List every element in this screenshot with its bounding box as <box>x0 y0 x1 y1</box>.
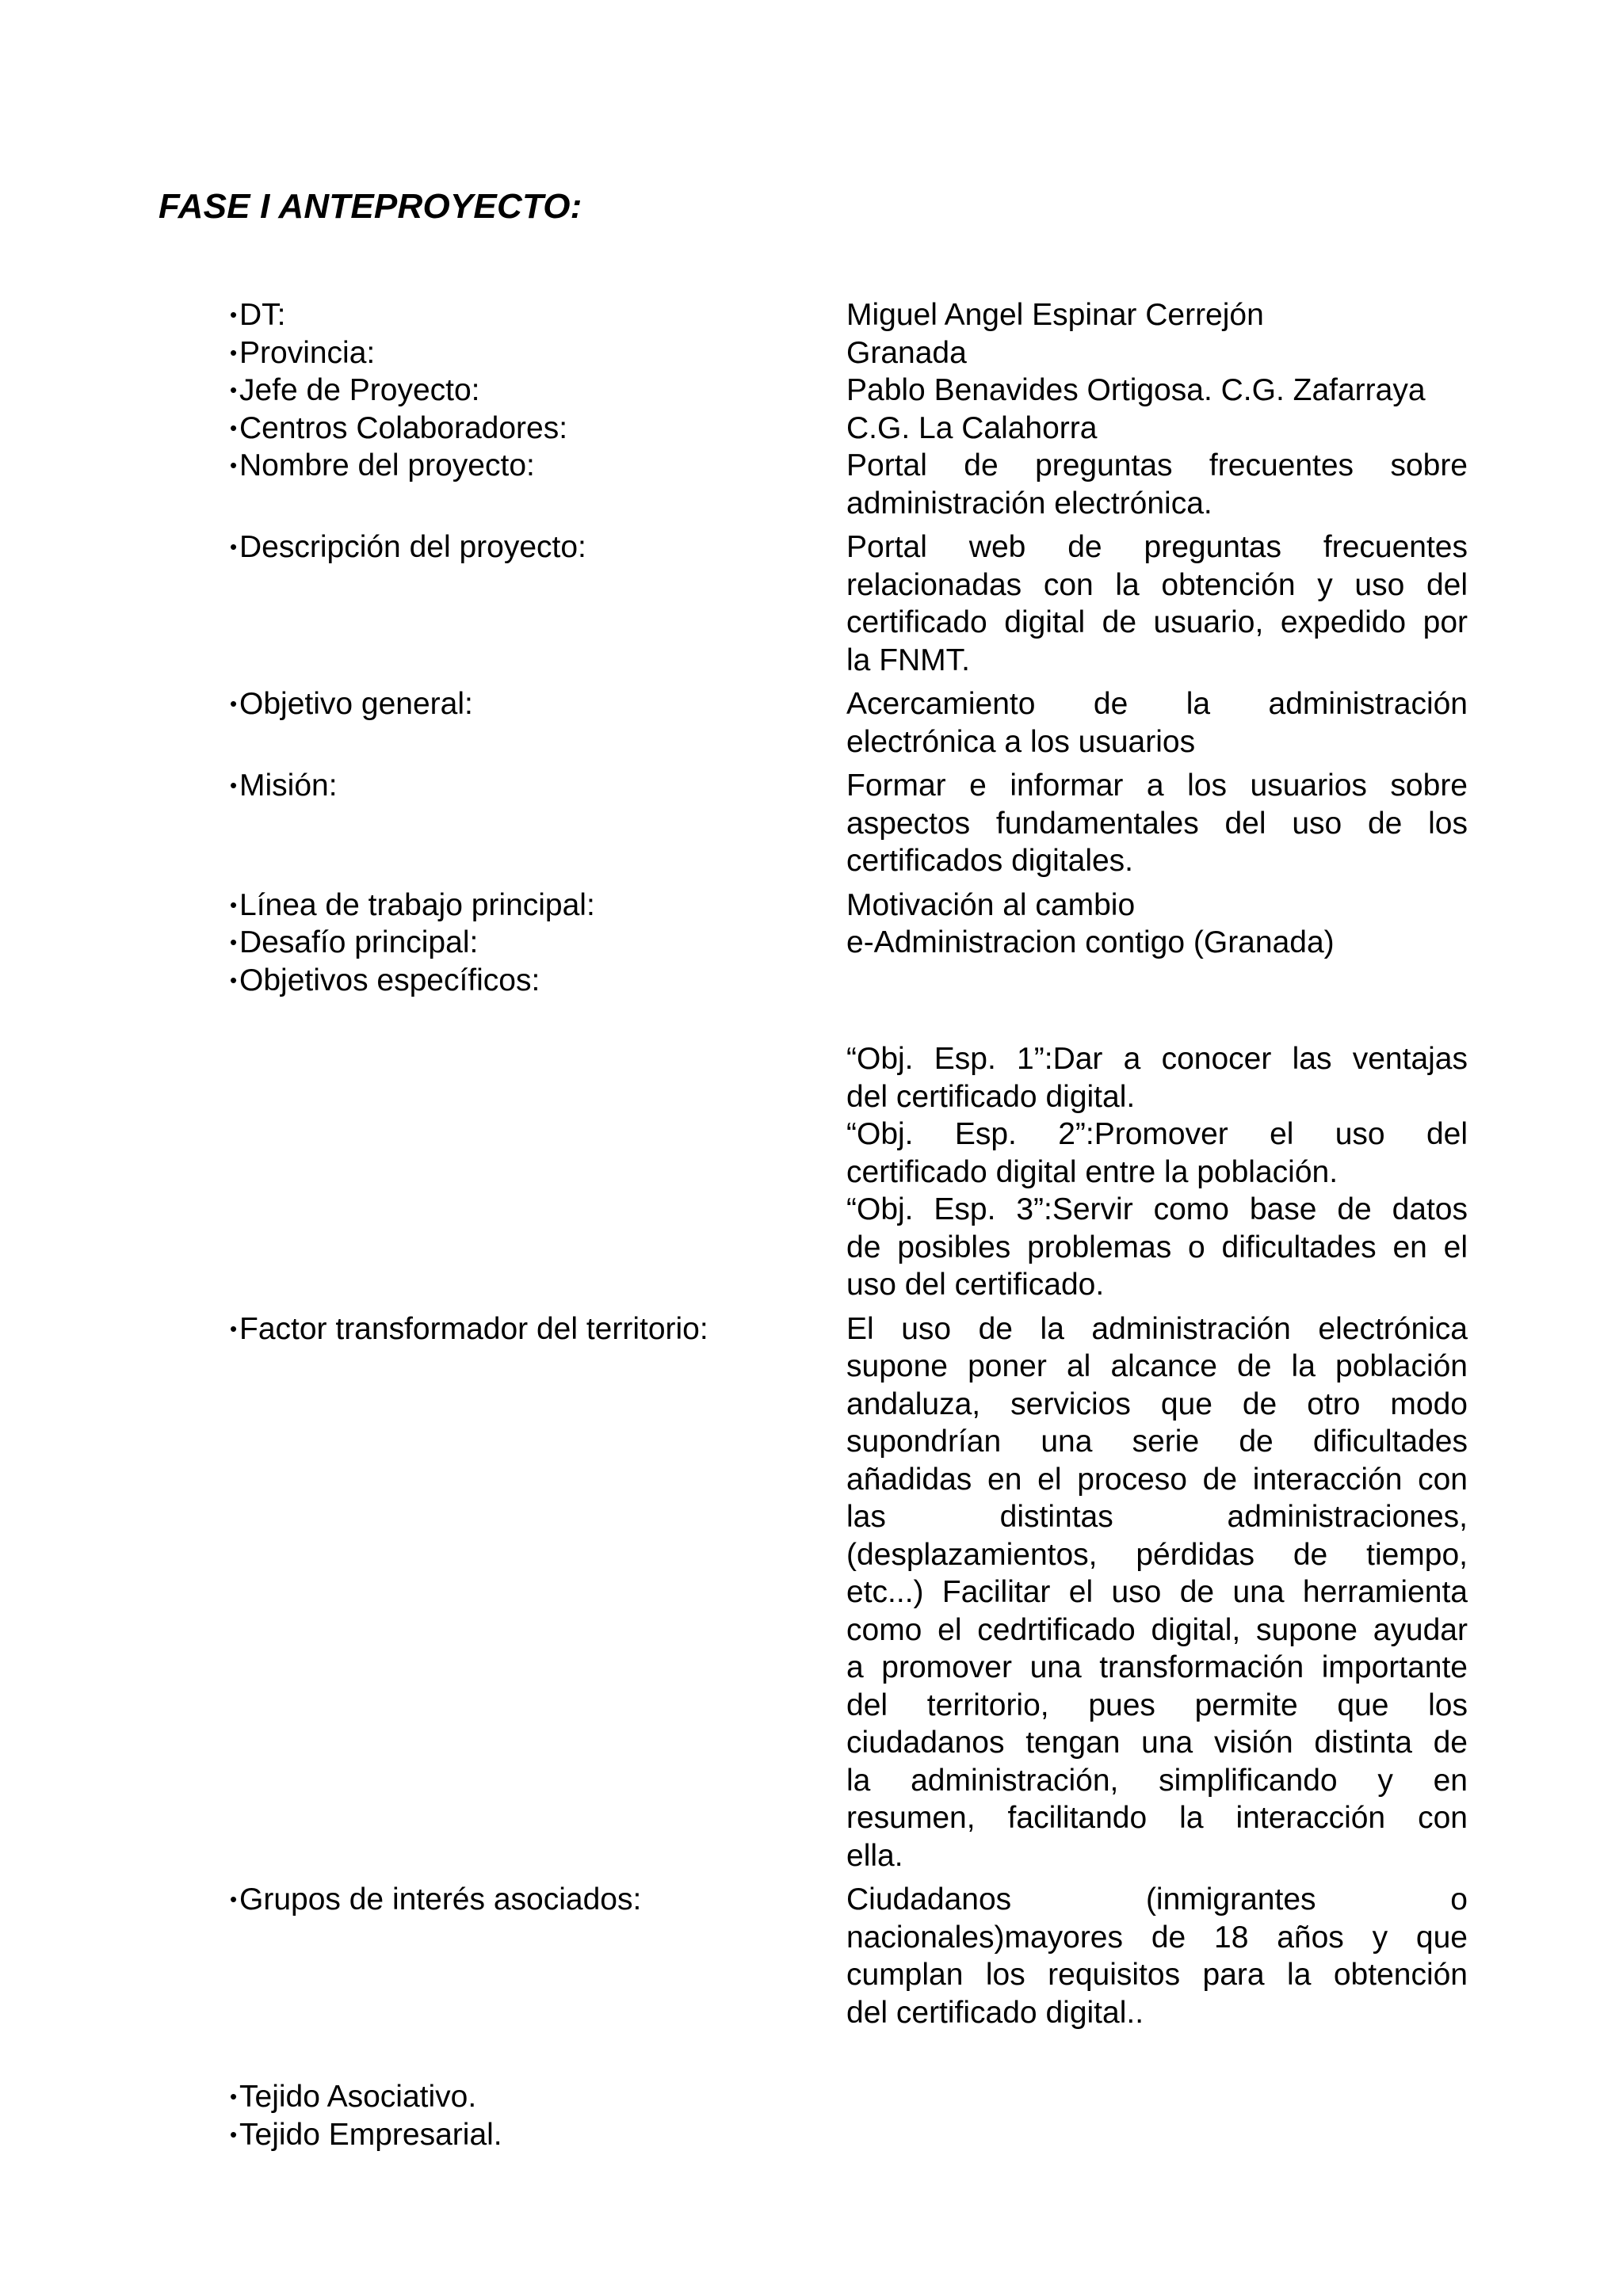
value-line: electrónica a los usuarios <box>846 724 1196 759</box>
field-row <box>230 410 1474 448</box>
value-line: a promover una transformación importante <box>846 1650 1468 1684</box>
field-label <box>230 296 846 334</box>
value-line: como el cedrtificado digital, supone ayudar <box>846 1612 1468 1647</box>
value-line: “Obj. Esp. 2”:Promover el uso del <box>846 1117 1468 1151</box>
project-fields <box>230 296 1474 2153</box>
value-line: andaluza, servicios que de otro modo <box>846 1386 1468 1421</box>
spacer <box>230 999 1474 1040</box>
field-label <box>230 2078 846 2116</box>
field-value <box>846 372 1468 410</box>
field-label-text: DT: <box>239 298 286 332</box>
spacer <box>230 1304 1474 1310</box>
field-row <box>230 447 1474 522</box>
value-line: C.G. La Calahorra <box>846 410 1098 445</box>
bullet-icon: • <box>230 415 238 440</box>
field-value <box>846 767 1468 880</box>
bullet-icon: • <box>230 378 238 402</box>
value-line: “Obj. Esp. 1”:Dar a conocer las ventajas <box>846 1042 1468 1076</box>
field-label <box>230 334 846 372</box>
bullet-icon: • <box>230 773 238 797</box>
value-line: etc...) Facilitar el uso de una herramienta <box>846 1575 1468 1609</box>
field-label-text: Grupos de interés asociados: <box>239 1882 642 1917</box>
value-line: resumen, facilitando la interacción con <box>846 1801 1468 1835</box>
field-label-text: Objetivos específicos: <box>239 963 540 997</box>
value-line: e-Administracion contigo (Granada) <box>846 925 1335 959</box>
spacer <box>230 1875 1474 1881</box>
value-line: la administración, simplificando y en <box>846 1763 1468 1798</box>
value-line: Ciudadanos (inmigrantes o <box>846 1882 1468 1917</box>
field-row <box>230 962 1474 1000</box>
specific-objective <box>846 1040 1468 1116</box>
field-label-text: Desafío principal: <box>239 925 479 959</box>
value-line: Portal de preguntas frecuentes sobre <box>846 448 1468 482</box>
field-label-text: Jefe de Proyecto: <box>239 373 480 407</box>
value-line: Miguel Angel Espinar Cerrejón <box>846 298 1264 332</box>
value-line: El uso de la administración electrónica <box>846 1311 1468 1346</box>
field-value <box>846 887 1468 925</box>
field-label <box>230 372 846 410</box>
field-label-text: Tejido Empresarial. <box>239 2117 502 2152</box>
specific-objective <box>846 1191 1468 1304</box>
field-label-text: Nombre del proyecto: <box>239 448 535 482</box>
value-line: añadidas en el proceso de interacción con <box>846 1462 1468 1497</box>
field-value <box>846 334 1468 372</box>
value-line: la FNMT. <box>846 643 970 677</box>
field-value <box>846 528 1468 679</box>
value-line: (desplazamientos, pérdidas de tiempo, <box>846 1537 1468 1572</box>
field-label <box>230 1310 846 1348</box>
field-row <box>230 767 1474 880</box>
field-value <box>846 1881 1468 2031</box>
specific-objective <box>846 1116 1468 1191</box>
value-line: Granada <box>846 335 967 370</box>
field-row <box>230 372 1474 410</box>
bullet-icon: • <box>230 930 238 954</box>
spacer <box>230 679 1474 685</box>
field-label-text: Tejido Asociativo. <box>239 2080 477 2114</box>
field-row <box>230 685 1474 761</box>
field-label-text: Factor transformador del territorio: <box>239 1311 708 1346</box>
field-label <box>230 924 846 962</box>
spacer <box>230 2031 1474 2038</box>
field-label-text: Objetivo general: <box>239 687 473 721</box>
value-line: de posibles problemas o dificultades en el <box>846 1230 1468 1264</box>
field-value <box>846 410 1468 448</box>
bullet-icon: • <box>230 1887 238 1911</box>
field-value <box>846 685 1468 761</box>
bullet-icon: • <box>230 892 238 917</box>
value-line: “Obj. Esp. 3”:Servir como base de datos <box>846 1192 1468 1226</box>
field-value <box>846 924 1468 962</box>
specific-objectives <box>846 1040 1468 1304</box>
value-line: del certificado digital. <box>846 1079 1136 1114</box>
field-row <box>230 528 1474 679</box>
field-label-text: Centros Colaboradores: <box>239 410 568 445</box>
value-line: ella. <box>846 1838 903 1873</box>
field-label-text: Provincia: <box>239 335 376 370</box>
field-label <box>230 447 846 485</box>
value-line: Formar e informar a los usuarios sobre <box>846 769 1468 803</box>
field-row <box>230 1881 1474 2031</box>
bullet-icon: • <box>230 340 238 364</box>
value-line: aspectos fundamentales del uso de los <box>846 806 1468 841</box>
field-label <box>230 685 846 723</box>
field-label <box>230 962 846 1000</box>
field-label <box>230 410 846 448</box>
value-line: uso del certificado. <box>846 1268 1105 1302</box>
field-row <box>230 887 1474 925</box>
value-line: Acercamiento de la administración <box>846 687 1468 721</box>
field-label-text: Misión: <box>239 769 338 803</box>
bullet-icon: • <box>230 453 238 477</box>
field-value <box>846 1310 1468 1875</box>
field-label-text: Descripción del proyecto: <box>239 530 586 564</box>
value-line: relacionadas con la obtención y uso del <box>846 567 1468 602</box>
value-line: Motivación al cambio <box>846 887 1136 922</box>
spacer <box>230 761 1474 767</box>
page-title: FASE I ANTEPROYECTO: <box>158 187 582 226</box>
bullet-icon: • <box>230 2122 238 2146</box>
field-row <box>230 334 1474 372</box>
field-row <box>230 296 1474 334</box>
value-line: certificado digital de usuario, expedido por <box>846 605 1468 639</box>
field-row <box>230 1310 1474 1875</box>
field-row <box>230 924 1474 962</box>
value-line: del territorio, pues permite que los <box>846 1688 1468 1722</box>
field-label-text: Línea de trabajo principal: <box>239 887 595 922</box>
trailing-item <box>230 2078 1474 2116</box>
value-line: nacionales)mayores de 18 años y que <box>846 1920 1468 1955</box>
field-value <box>846 447 1468 522</box>
bullet-icon: • <box>230 692 238 715</box>
field-label <box>230 2116 846 2154</box>
bullet-icon: • <box>230 303 238 326</box>
spacer <box>230 2038 1474 2078</box>
value-line: certificado digital entre la población. <box>846 1154 1338 1189</box>
value-line: certificados digitales. <box>846 844 1134 878</box>
bullet-icon: • <box>230 1316 238 1341</box>
bullet-icon: • <box>230 967 238 992</box>
trailing-item <box>230 2116 1474 2154</box>
value-line: supone poner al alcance de la población <box>846 1349 1468 1383</box>
bullet-icon: • <box>230 2084 238 2108</box>
bullet-icon: • <box>230 535 238 559</box>
field-label <box>230 1881 846 1919</box>
value-line: las distintas administraciones, <box>846 1500 1468 1534</box>
value-line: supondrían una serie de dificultades <box>846 1425 1468 1459</box>
value-line: ciudadanos tengan una visión distinta de <box>846 1726 1468 1760</box>
spacer <box>230 880 1474 887</box>
value-line: cumplan los requisitos para la obtención <box>846 1958 1468 1992</box>
value-line: administración electrónica. <box>846 486 1212 521</box>
field-value <box>846 296 1468 334</box>
value-line: Pablo Benavides Ortigosa. C.G. Zafarraya <box>846 373 1426 407</box>
field-label <box>230 767 846 805</box>
value-line: del certificado digital.. <box>846 1995 1144 2030</box>
value-line: Portal web de preguntas frecuentes <box>846 530 1468 564</box>
field-label <box>230 887 846 925</box>
spacer <box>230 522 1474 528</box>
field-label <box>230 528 846 566</box>
